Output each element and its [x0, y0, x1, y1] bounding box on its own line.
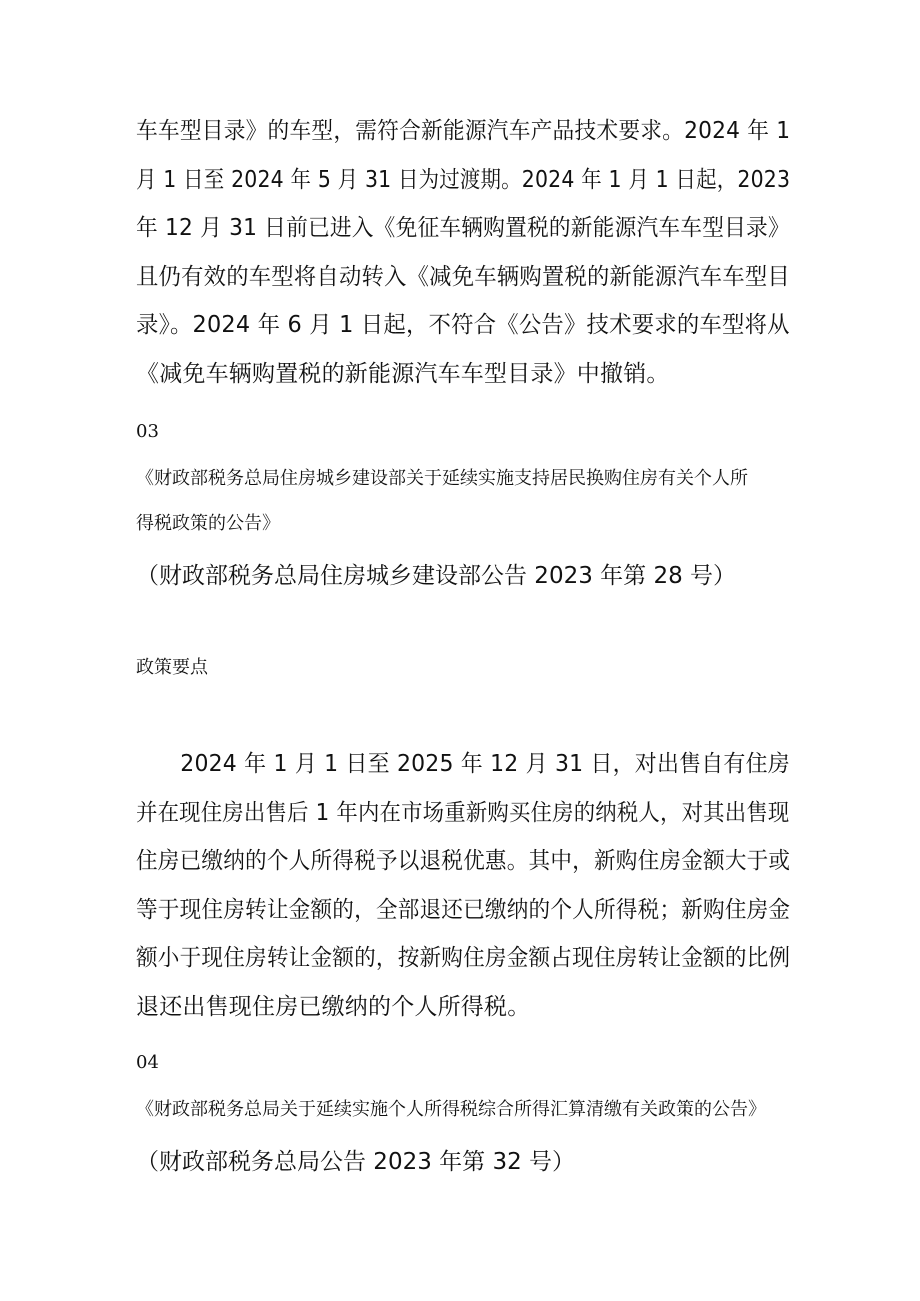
paragraph-line: 并在现住房出售后 1 年内在市场重新购买住房的纳税人，对其出售现 — [136, 800, 790, 826]
document-title-line: 得税政策的公告》 — [136, 513, 280, 534]
document-title-line: 《财政部税务总局住房城乡建设部关于延续实施支持居民换购住房有关个人所 — [136, 468, 748, 489]
policy-points-label: 政策要点 — [136, 657, 208, 678]
paragraph-line: 录》。2024 年 6 月 1 日起，不符合《公告》技术要求的车型将从 — [136, 312, 790, 338]
paragraph-line: 车车型目录》的车型，需符合新能源汽车产品技术要求。2024 年 1 — [136, 118, 791, 144]
paragraph-line: 退还出售现住房已缴纳的个人所得税。 — [136, 994, 531, 1020]
paragraph-line: 等于现住房转让金额的，全部退还已缴纳的个人所得税；新购住房金 — [136, 897, 791, 923]
section-number: 04 — [136, 1052, 159, 1073]
paragraph-line: 住房已缴纳的个人所得税予以退税优惠。其中，新购住房金额大于或 — [136, 848, 791, 874]
paragraph-line: 《减免车辆购置税的新能源汽车车型目录》中撤销。 — [136, 361, 670, 387]
paragraph-line: 年 12 月 31 日前已进入《免征车辆购置税的新能源汽车车型目录》 — [136, 215, 790, 241]
paragraph-line: 2024 年 1 月 1 日至 2025 年 12 月 31 日，对出售自有住房 — [136, 751, 790, 777]
document-reference: （财政部税务总局公告 2023 年第 32 号） — [136, 1149, 576, 1175]
document-reference: （财政部税务总局住房城乡建设部公告 2023 年第 28 号） — [136, 563, 737, 589]
section-number: 03 — [136, 421, 159, 442]
paragraph-line: 额小于现住房转让金额的，按新购住房金额占现住房转让金额的比例 — [136, 945, 791, 971]
paragraph-line: 月 1 日至 2024 年 5 月 31 日为过渡期。2024 年 1 月 1 日起，2023 — [136, 167, 791, 193]
document-title-line: 《财政部税务总局关于延续实施个人所得税综合所得汇算清缴有关政策的公告》 — [136, 1099, 766, 1120]
paragraph-line: 且仍有效的车型将自动转入《减免车辆购置税的新能源汽车车型目 — [136, 264, 790, 290]
